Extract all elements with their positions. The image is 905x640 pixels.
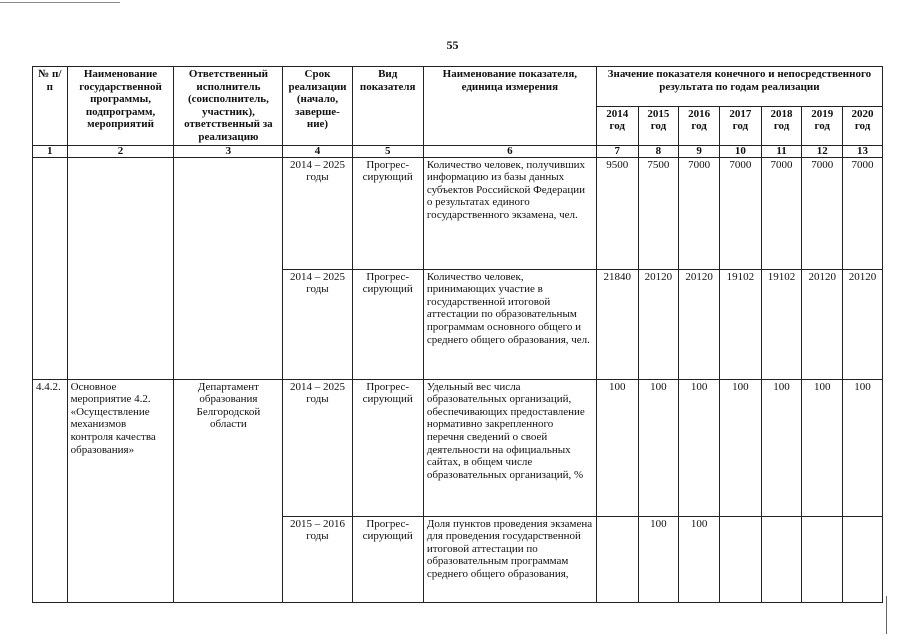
table-row bbox=[33, 157, 883, 269]
row-value bbox=[802, 516, 843, 602]
row-name bbox=[67, 157, 174, 379]
row-value: 100 bbox=[679, 516, 720, 602]
row-value: 100 bbox=[802, 379, 843, 516]
column-number: 12 bbox=[802, 145, 843, 157]
row-value: 20120 bbox=[638, 269, 679, 379]
row-value: 100 bbox=[596, 379, 638, 516]
column-number: 2 bbox=[67, 145, 174, 157]
row-term: 2014 – 2025 годы bbox=[283, 379, 352, 516]
column-number: 4 bbox=[283, 145, 352, 157]
column-number: 9 bbox=[679, 145, 720, 157]
row-executor: Департамент образования Белгородской области bbox=[174, 379, 283, 602]
row-kind: Прогрес-сирующий bbox=[352, 516, 423, 602]
row-value bbox=[596, 516, 638, 602]
margin-rule bbox=[886, 596, 887, 634]
header-year: 2015 год bbox=[638, 107, 679, 145]
column-number: 1 bbox=[33, 145, 68, 157]
column-number: 7 bbox=[596, 145, 638, 157]
header-year: 2014 год bbox=[596, 107, 638, 145]
row-value: 7000 bbox=[679, 157, 720, 269]
header-year: 2017 год bbox=[719, 107, 761, 145]
row-term: 2015 – 2016 годы bbox=[283, 516, 352, 602]
table-row bbox=[33, 379, 883, 516]
header-col-indicator: Наименование показателя, единица измерения bbox=[423, 67, 596, 146]
column-number: 8 bbox=[638, 145, 679, 157]
top-rule bbox=[0, 2, 120, 3]
header-col-kind: Вид показателя bbox=[352, 67, 423, 146]
row-value: 100 bbox=[679, 379, 720, 516]
row-kind: Прогрес-сирующий bbox=[352, 269, 423, 379]
row-value: 21840 bbox=[596, 269, 638, 379]
column-number: 10 bbox=[719, 145, 761, 157]
column-numbers-row bbox=[33, 145, 883, 157]
row-value: 7000 bbox=[719, 157, 761, 269]
row-indicator: Удельный вес числа образовательных организаций, обеспечивающих предоставление нормативно закрепленного перечня сведений о своей деятельности на официальных сайтах, в общем числе образовательных организаций, % bbox=[423, 379, 596, 516]
column-number: 3 bbox=[174, 145, 283, 157]
row-term: 2014 – 2025 годы bbox=[283, 157, 352, 269]
column-number: 5 bbox=[352, 145, 423, 157]
column-number: 13 bbox=[843, 145, 883, 157]
row-indicator: Количество человек, принимающих участие в государственной итоговой аттестации по образовательным программам основного общего и среднего общего образования, чел. bbox=[423, 269, 596, 379]
header-col-term: Срок реализации (начало, заверше-ние) bbox=[283, 67, 352, 146]
row-indicator: Количество человек, получивших информацию из базы данных субъектов Российской Федерации о результатах единого государственного экзамена, чел. bbox=[423, 157, 596, 269]
header-col-executor: Ответственный исполнитель (соисполнитель, участник), ответственный за реализацию bbox=[174, 67, 283, 146]
row-value: 100 bbox=[719, 379, 761, 516]
row-value: 19102 bbox=[761, 269, 802, 379]
row-number bbox=[33, 157, 68, 379]
row-value bbox=[761, 516, 802, 602]
header-year: 2016 год bbox=[679, 107, 720, 145]
row-value: 19102 bbox=[719, 269, 761, 379]
row-value: 7000 bbox=[843, 157, 883, 269]
page-number: 55 bbox=[446, 38, 459, 52]
row-kind: Прогрес-сирующий bbox=[352, 379, 423, 516]
row-value: 20120 bbox=[679, 269, 720, 379]
header-year: 2020 год bbox=[843, 107, 883, 145]
header-year: 2018 год bbox=[761, 107, 802, 145]
column-number: 6 bbox=[423, 145, 596, 157]
header-row bbox=[33, 67, 883, 107]
row-term: 2014 – 2025 годы bbox=[283, 269, 352, 379]
header-col-num: № п/п bbox=[33, 67, 68, 146]
row-value: 100 bbox=[638, 379, 679, 516]
row-kind: Прогрес-сирующий bbox=[352, 157, 423, 269]
row-value: 100 bbox=[761, 379, 802, 516]
row-name: Основное мероприятие 4.2. «Осуществление механизмов контроля качества образования» bbox=[67, 379, 174, 602]
row-value: 7500 bbox=[638, 157, 679, 269]
header-year: 2019 год bbox=[802, 107, 843, 145]
row-number: 4.4.2. bbox=[33, 379, 68, 602]
row-value: 100 bbox=[638, 516, 679, 602]
row-value: 20120 bbox=[843, 269, 883, 379]
row-value: 20120 bbox=[802, 269, 843, 379]
header-col-name: Наименование государственной программы, подпрограмм, мероприятий bbox=[67, 67, 174, 146]
row-value: 7000 bbox=[761, 157, 802, 269]
row-value bbox=[719, 516, 761, 602]
row-value bbox=[843, 516, 883, 602]
row-executor bbox=[174, 157, 283, 379]
row-indicator: Доля пунктов проведения экзамена для проведения государственной итоговой аттестации по образовательным программам среднего общего образования, bbox=[423, 516, 596, 602]
header-col-values: Значение показателя конечного и непосредственного результата по годам реализации bbox=[596, 67, 882, 107]
row-value: 100 bbox=[843, 379, 883, 516]
indicator-table bbox=[32, 66, 883, 603]
row-value: 9500 bbox=[596, 157, 638, 269]
column-number: 11 bbox=[761, 145, 802, 157]
row-value: 7000 bbox=[802, 157, 843, 269]
